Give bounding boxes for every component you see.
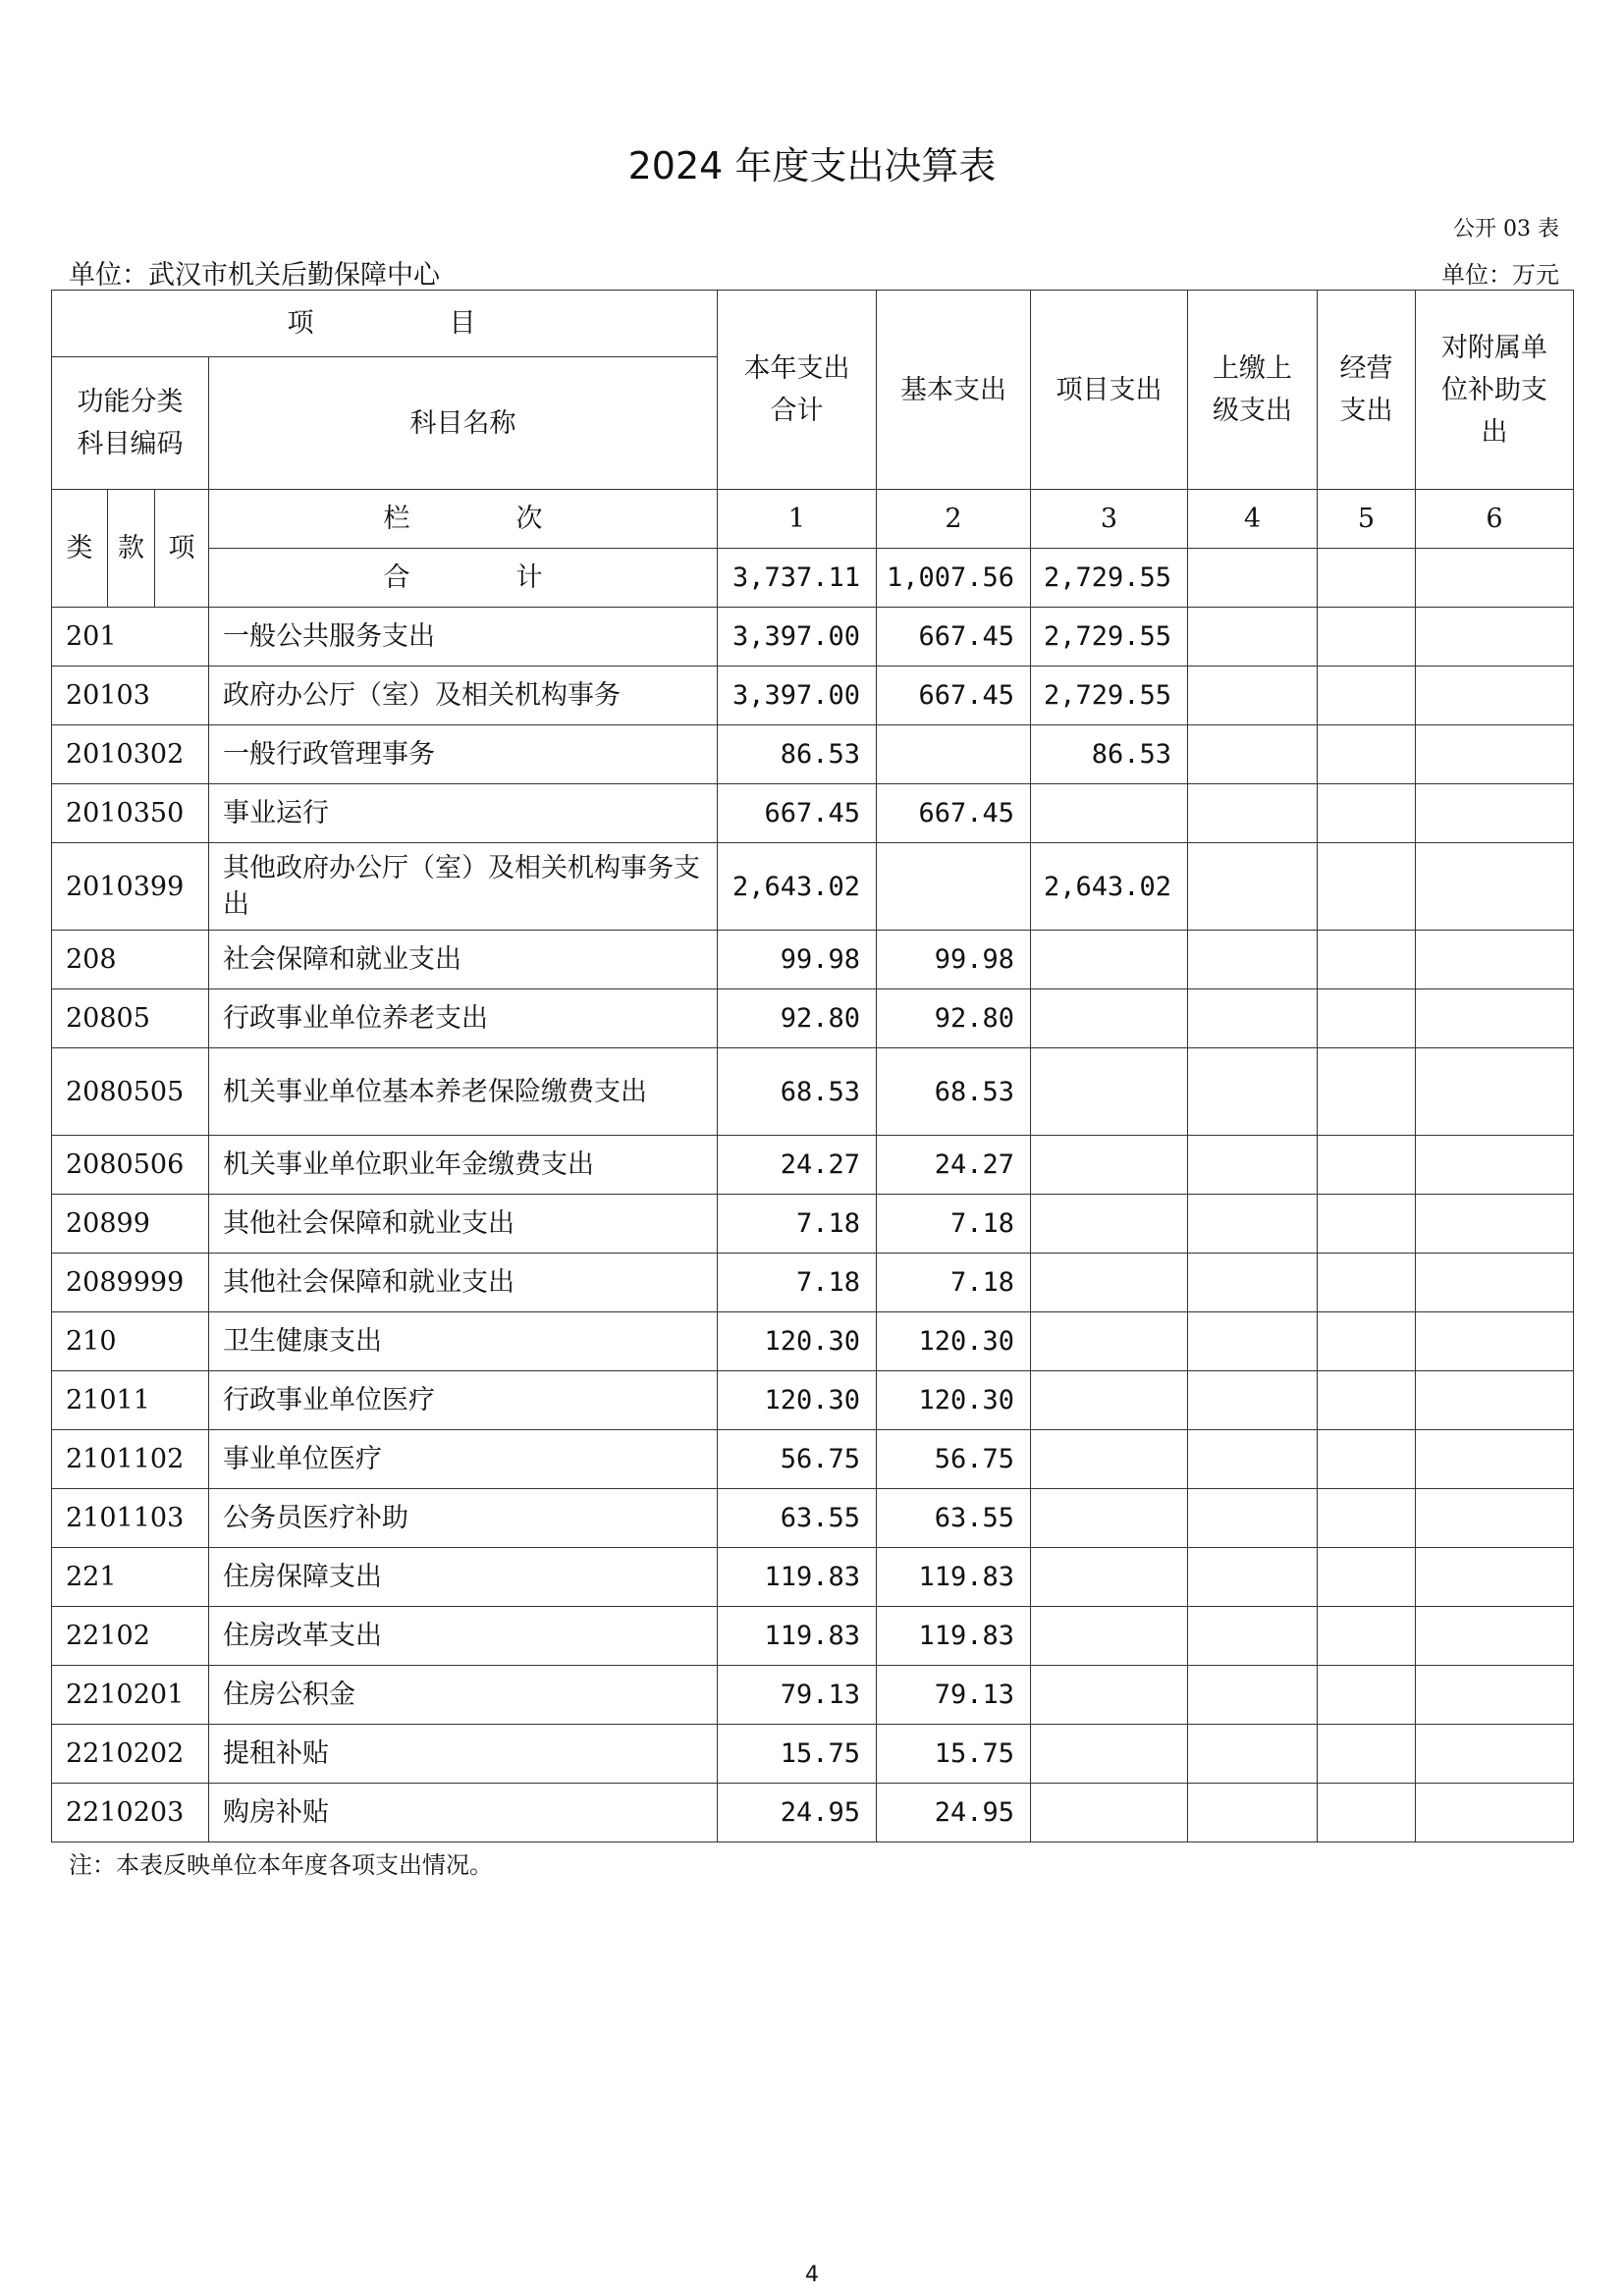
row-total: 7.18 xyxy=(718,1254,877,1312)
row-upper xyxy=(1188,1048,1318,1136)
header-upper: 上缴上 级支出 xyxy=(1188,291,1318,490)
row-upper xyxy=(1188,1136,1318,1195)
row-upper xyxy=(1188,1784,1318,1842)
header-kuan: 款 xyxy=(108,490,155,608)
row-subsidy xyxy=(1416,1254,1574,1312)
row-subject-name: 住房保障支出 xyxy=(209,1548,718,1607)
row-upper xyxy=(1188,667,1318,725)
header-lan-ci: 栏 次 xyxy=(209,490,718,549)
row-subject-name: 机关事业单位职业年金缴费支出 xyxy=(209,1136,718,1195)
row-code: 21011 xyxy=(52,1371,209,1430)
row-project xyxy=(1031,1784,1188,1842)
row-project xyxy=(1031,1312,1188,1371)
table-row xyxy=(52,931,1574,989)
header-project-exp: 项目支出 xyxy=(1031,291,1188,490)
row-basic: 119.83 xyxy=(877,1607,1031,1666)
row-basic: 7.18 xyxy=(877,1254,1031,1312)
row-project: 86.53 xyxy=(1031,725,1188,784)
row-total: 2,643.02 xyxy=(718,843,877,931)
row-total: 99.98 xyxy=(718,931,877,989)
row-code: 2101103 xyxy=(52,1489,209,1548)
row-business xyxy=(1318,843,1416,931)
row-project xyxy=(1031,931,1188,989)
row-subsidy xyxy=(1416,1607,1574,1666)
row-basic: 63.55 xyxy=(877,1489,1031,1548)
table-row xyxy=(52,608,1574,667)
sum-total: 3,737.11 xyxy=(718,549,877,608)
table-row xyxy=(52,1725,1574,1784)
page-number: 4 xyxy=(805,2263,819,2287)
row-code: 210 xyxy=(52,1312,209,1371)
col-index-2: 2 xyxy=(877,490,1031,549)
sum-subsidy xyxy=(1416,549,1574,608)
table-row xyxy=(52,1048,1574,1136)
row-subject-name: 其他政府办公厅（室）及相关机构事务支出 xyxy=(209,843,718,931)
row-project xyxy=(1031,1254,1188,1312)
row-basic: 120.30 xyxy=(877,1371,1031,1430)
row-subject-name: 机关事业单位基本养老保险缴费支出 xyxy=(209,1048,718,1136)
row-subsidy xyxy=(1416,1784,1574,1842)
sum-project: 2,729.55 xyxy=(1031,549,1188,608)
row-basic: 79.13 xyxy=(877,1666,1031,1725)
row-subject-name: 卫生健康支出 xyxy=(209,1312,718,1371)
table-row xyxy=(52,1489,1574,1548)
row-total: 7.18 xyxy=(718,1195,877,1254)
row-subject-name: 购房补贴 xyxy=(209,1784,718,1842)
row-code: 2010399 xyxy=(52,843,209,931)
row-subsidy xyxy=(1416,667,1574,725)
row-basic: 24.95 xyxy=(877,1784,1031,1842)
row-business xyxy=(1318,1371,1416,1430)
row-project xyxy=(1031,1371,1188,1430)
row-business xyxy=(1318,725,1416,784)
row-project xyxy=(1031,989,1188,1048)
header-business: 经营 支出 xyxy=(1318,291,1416,490)
row-project: 2,729.55 xyxy=(1031,667,1188,725)
row-code: 2089999 xyxy=(52,1254,209,1312)
row-subsidy xyxy=(1416,1548,1574,1607)
row-basic xyxy=(877,725,1031,784)
row-total: 63.55 xyxy=(718,1489,877,1548)
row-project xyxy=(1031,1489,1188,1548)
row-total: 119.83 xyxy=(718,1607,877,1666)
expenditure-table xyxy=(51,290,1574,1842)
table-row xyxy=(52,1430,1574,1489)
row-subject-name: 住房公积金 xyxy=(209,1666,718,1725)
row-subsidy xyxy=(1416,1195,1574,1254)
row-total: 3,397.00 xyxy=(718,608,877,667)
row-basic: 56.75 xyxy=(877,1430,1031,1489)
row-code: 20805 xyxy=(52,989,209,1048)
row-upper xyxy=(1188,843,1318,931)
table-row xyxy=(52,1607,1574,1666)
row-code: 201 xyxy=(52,608,209,667)
row-basic: 119.83 xyxy=(877,1548,1031,1607)
row-business xyxy=(1318,1784,1416,1842)
row-basic: 24.27 xyxy=(877,1136,1031,1195)
row-business xyxy=(1318,1725,1416,1784)
row-subject-name: 行政事业单位医疗 xyxy=(209,1371,718,1430)
row-code: 2010302 xyxy=(52,725,209,784)
row-basic xyxy=(877,843,1031,931)
row-subsidy xyxy=(1416,1430,1574,1489)
row-upper xyxy=(1188,989,1318,1048)
row-upper xyxy=(1188,1607,1318,1666)
row-business xyxy=(1318,1430,1416,1489)
row-upper xyxy=(1188,784,1318,843)
row-code: 2010350 xyxy=(52,784,209,843)
row-upper xyxy=(1188,1666,1318,1725)
row-subject-name: 住房改革支出 xyxy=(209,1607,718,1666)
row-business xyxy=(1318,1136,1416,1195)
row-upper xyxy=(1188,1371,1318,1430)
row-subject-name: 行政事业单位养老支出 xyxy=(209,989,718,1048)
header-xiang: 项 xyxy=(155,490,209,608)
row-subject-name: 事业运行 xyxy=(209,784,718,843)
col-index-4: 4 xyxy=(1188,490,1318,549)
row-business xyxy=(1318,1254,1416,1312)
row-total: 667.45 xyxy=(718,784,877,843)
row-basic: 667.45 xyxy=(877,608,1031,667)
row-subsidy xyxy=(1416,1666,1574,1725)
total-row-label: 合 计 xyxy=(209,549,718,608)
row-total: 24.95 xyxy=(718,1784,877,1842)
header-subsidy: 对附属单 位补助支 出 xyxy=(1416,291,1574,490)
row-total: 119.83 xyxy=(718,1548,877,1607)
row-upper xyxy=(1188,1195,1318,1254)
table-row xyxy=(52,989,1574,1048)
row-project xyxy=(1031,784,1188,843)
row-code: 2101102 xyxy=(52,1430,209,1489)
row-project xyxy=(1031,1136,1188,1195)
row-code: 20103 xyxy=(52,667,209,725)
row-basic: 15.75 xyxy=(877,1725,1031,1784)
row-basic: 99.98 xyxy=(877,931,1031,989)
row-subject-name: 事业单位医疗 xyxy=(209,1430,718,1489)
row-total: 68.53 xyxy=(718,1048,877,1136)
header-func-code: 功能分类 科目编码 xyxy=(52,357,209,490)
row-subsidy xyxy=(1416,1136,1574,1195)
row-upper xyxy=(1188,725,1318,784)
row-subsidy xyxy=(1416,843,1574,931)
row-subsidy xyxy=(1416,725,1574,784)
row-total: 56.75 xyxy=(718,1430,877,1489)
col-index-5: 5 xyxy=(1318,490,1416,549)
row-subsidy xyxy=(1416,931,1574,989)
row-business xyxy=(1318,1312,1416,1371)
row-total: 120.30 xyxy=(718,1371,877,1430)
row-code: 20899 xyxy=(52,1195,209,1254)
row-subject-name: 政府办公厅（室）及相关机构事务 xyxy=(209,667,718,725)
header-total: 本年支出 合计 xyxy=(718,291,877,490)
table-row xyxy=(52,1195,1574,1254)
row-upper xyxy=(1188,608,1318,667)
row-project xyxy=(1031,1048,1188,1136)
row-subject-name: 其他社会保障和就业支出 xyxy=(209,1254,718,1312)
row-total: 3,397.00 xyxy=(718,667,877,725)
row-upper xyxy=(1188,1254,1318,1312)
row-total: 24.27 xyxy=(718,1136,877,1195)
row-project xyxy=(1031,1725,1188,1784)
row-project xyxy=(1031,1430,1188,1489)
header-project: 项 目 xyxy=(52,291,718,357)
row-upper xyxy=(1188,1489,1318,1548)
row-subsidy xyxy=(1416,989,1574,1048)
col-index-1: 1 xyxy=(718,490,877,549)
row-business xyxy=(1318,989,1416,1048)
row-basic: 120.30 xyxy=(877,1312,1031,1371)
table-row xyxy=(52,1666,1574,1725)
reporting-unit: 单位：武汉市机关后勤保障中心 xyxy=(69,260,440,291)
col-index-3: 3 xyxy=(1031,490,1188,549)
row-business xyxy=(1318,1548,1416,1607)
row-subsidy xyxy=(1416,1725,1574,1784)
row-subsidy xyxy=(1416,1312,1574,1371)
row-subject-name: 一般公共服务支出 xyxy=(209,608,718,667)
page-title: 2024 年度支出决算表 xyxy=(627,144,997,187)
row-code: 22102 xyxy=(52,1607,209,1666)
row-total: 92.80 xyxy=(718,989,877,1048)
row-business xyxy=(1318,1048,1416,1136)
row-total: 120.30 xyxy=(718,1312,877,1371)
header-basic: 基本支出 xyxy=(877,291,1031,490)
row-business xyxy=(1318,667,1416,725)
table-row xyxy=(52,1136,1574,1195)
row-basic: 7.18 xyxy=(877,1195,1031,1254)
row-subsidy xyxy=(1416,1048,1574,1136)
row-business xyxy=(1318,1489,1416,1548)
row-project xyxy=(1031,1195,1188,1254)
row-business xyxy=(1318,931,1416,989)
row-project xyxy=(1031,1607,1188,1666)
sum-upper xyxy=(1188,549,1318,608)
row-business xyxy=(1318,1666,1416,1725)
row-project xyxy=(1031,1666,1188,1725)
form-number: 公开 03 表 xyxy=(1453,217,1559,241)
row-code: 2080505 xyxy=(52,1048,209,1136)
row-basic: 68.53 xyxy=(877,1048,1031,1136)
table-row xyxy=(52,1784,1574,1842)
table-row xyxy=(52,725,1574,784)
row-upper xyxy=(1188,1430,1318,1489)
row-project: 2,729.55 xyxy=(1031,608,1188,667)
sum-basic: 1,007.56 xyxy=(877,549,1031,608)
row-project: 2,643.02 xyxy=(1031,843,1188,931)
table-row xyxy=(52,667,1574,725)
col-index-6: 6 xyxy=(1416,490,1574,549)
table-body xyxy=(52,608,1574,1842)
table-row xyxy=(52,1312,1574,1371)
row-upper xyxy=(1188,931,1318,989)
row-business xyxy=(1318,1195,1416,1254)
row-subsidy xyxy=(1416,784,1574,843)
row-code: 208 xyxy=(52,931,209,989)
row-business xyxy=(1318,784,1416,843)
row-subject-name: 提租补贴 xyxy=(209,1725,718,1784)
row-upper xyxy=(1188,1548,1318,1607)
table-row xyxy=(52,1254,1574,1312)
row-code: 221 xyxy=(52,1548,209,1607)
row-code: 2210201 xyxy=(52,1666,209,1725)
row-subject-name: 其他社会保障和就业支出 xyxy=(209,1195,718,1254)
row-basic: 667.45 xyxy=(877,784,1031,843)
row-business xyxy=(1318,608,1416,667)
row-subsidy xyxy=(1416,608,1574,667)
table-row xyxy=(52,1548,1574,1607)
row-project xyxy=(1031,1548,1188,1607)
row-upper xyxy=(1188,1725,1318,1784)
row-subject-name: 一般行政管理事务 xyxy=(209,725,718,784)
row-subsidy xyxy=(1416,1489,1574,1548)
row-basic: 667.45 xyxy=(877,667,1031,725)
header-subject-name: 科目名称 xyxy=(209,357,718,490)
row-code: 2080506 xyxy=(52,1136,209,1195)
table-row xyxy=(52,1371,1574,1430)
currency-unit: 单位：万元 xyxy=(1441,261,1559,289)
row-total: 15.75 xyxy=(718,1725,877,1784)
row-subsidy xyxy=(1416,1371,1574,1430)
row-total: 79.13 xyxy=(718,1666,877,1725)
row-basic: 92.80 xyxy=(877,989,1031,1048)
table-row xyxy=(52,843,1574,931)
row-subject-name: 公务员医疗补助 xyxy=(209,1489,718,1548)
row-code: 2210202 xyxy=(52,1725,209,1784)
row-upper xyxy=(1188,1312,1318,1371)
sum-business xyxy=(1318,549,1416,608)
table-row xyxy=(52,784,1574,843)
row-code: 2210203 xyxy=(52,1784,209,1842)
row-subject-name: 社会保障和就业支出 xyxy=(209,931,718,989)
row-business xyxy=(1318,1607,1416,1666)
table-note: 注：本表反映单位本年度各项支出情况。 xyxy=(69,1851,493,1879)
header-lei: 类 xyxy=(52,490,108,608)
row-total: 86.53 xyxy=(718,725,877,784)
